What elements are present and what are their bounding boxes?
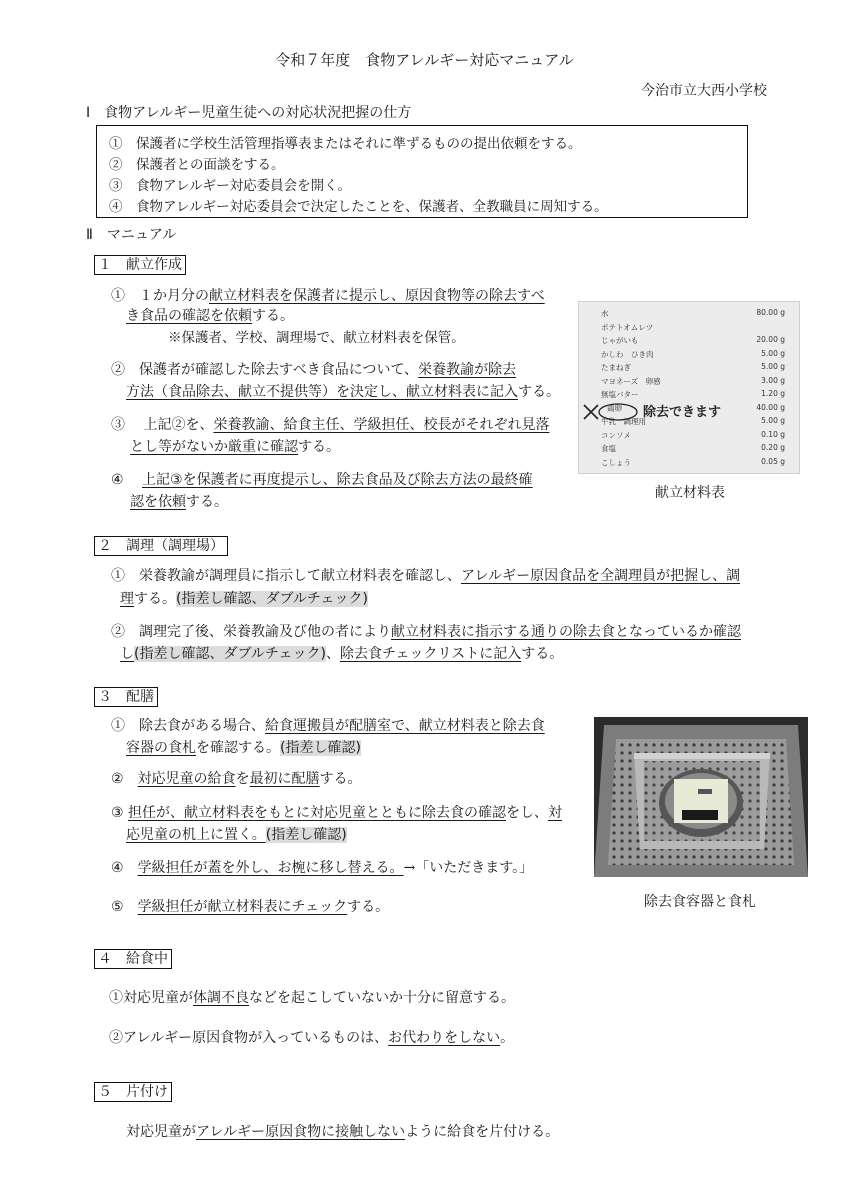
menu-photo-row — [601, 322, 791, 333]
menu-photo-ingredient: こしょう — [601, 457, 631, 467]
menu-photo-quantity: 5.00 g — [761, 348, 785, 358]
menu-photo-ingredient: ポテトオムレツ — [601, 322, 654, 332]
menu-photo-ingredient: 食塩 — [601, 444, 616, 453]
section1-item-3: ③ 食物アレルギー対応委員会を開く。 — [109, 178, 351, 194]
menu-photo-quantity: 1.20 g — [761, 389, 785, 398]
cooking-item-2-line2: し(指差し確認、ダブルチェック)、除去食チェックリストに記入する。 — [120, 646, 564, 662]
cooking-item-2-line1: ② 調理完了後、栄養教諭及び他の者により献立材料表に指示する通りの除去食となっているか確認 — [111, 624, 741, 640]
menu-photo-ingredient: マヨネーズ 卵感 — [601, 376, 661, 386]
menu-photo-row — [601, 308, 791, 319]
menu-item-2-line2: 方法（食品除去、献立不提供等）を決定し、献立材料表に記入する。 — [126, 384, 560, 400]
menu-item-2-line1: ② 保護者が確認した除去すべき食品について、栄養教諭が除去 — [111, 362, 517, 378]
menu-photo-quantity: 40.00 g — [756, 402, 785, 412]
section1-box — [96, 125, 748, 218]
menu-photo-quantity: 3.00 g — [761, 375, 785, 385]
serving-item-3-line2: 応児童の机上に置く。(指差し確認) — [126, 827, 347, 843]
section1-heading: Ⅰ 食物アレルギー児童生徒への対応状況把握の仕方 — [86, 105, 412, 121]
subsection-cooking-title: ２ 調理（調理場） — [94, 536, 228, 556]
menu-ingredient-sheet-photo — [578, 301, 800, 474]
serving-item-5: ⑤ 学級担任が献立材料表にチェックする。 — [111, 899, 390, 915]
menu-photo-ingredient: かしわ ひき肉 — [601, 349, 654, 359]
serving-item-1-line2: 容器の食札を確認する。(指差し確認) — [126, 740, 361, 756]
menu-photo-quantity: 5.00 g — [761, 416, 785, 425]
menu-photo-quantity: 0.10 g — [761, 429, 785, 439]
school-name: 今治市立大西小学校 — [641, 83, 767, 99]
menu-photo-ingredient: じゃがいも — [601, 336, 639, 345]
menu-photo-ingredient: 水 — [601, 309, 609, 318]
menu-item-1-line1: ① １か月分の献立材料表を保護者に提示し、原因食物等の除去すべ — [111, 288, 545, 304]
menu-photo-quantity: 80.00 g — [756, 308, 785, 317]
menu-photo-row — [601, 403, 791, 414]
serving-item-3-line1: ③ 担任が、献立材料表をもとに対応児童とともに除去食の確認をし、対 — [111, 805, 563, 821]
handwritten-note: 除去できます — [643, 405, 722, 420]
section1-item-4: ④ 食物アレルギー対応委員会で決定したことを、保護者、全教職員に周知する。 — [109, 199, 608, 215]
menu-photo-ingredient: 鶏卵 — [607, 403, 622, 413]
cleanup-item-1: 対応児童がアレルギー原因食物に接触しないように給食を片付ける。 — [126, 1124, 560, 1140]
lunch-item-2: ②アレルギー原因食物が入っているものは、お代わりをしない。 — [109, 1030, 515, 1046]
menu-photo-quantity: 0.20 g — [761, 443, 785, 452]
menu-item-4-line2: 認を依頼する。 — [130, 494, 228, 510]
menu-photo-row — [601, 430, 791, 441]
menu-item-1-line2: き食品の確認を依頼する。 — [126, 308, 294, 324]
subsection-during-lunch-title: ４ 給食中 — [94, 949, 172, 969]
serving-item-2: ② 対応児童の給食を最初に配膳する。 — [111, 771, 362, 787]
menu-photo-row — [601, 349, 791, 360]
cooking-item-1-line1: ① 栄養教諭が調理員に指示して献立材料表を確認し、アレルギー原因食品を全調理員が把握し、調 — [111, 568, 741, 584]
menu-photo-quantity: 5.00 g — [761, 362, 785, 371]
menu-photo-row — [601, 362, 791, 373]
menu-photo-row — [601, 443, 791, 454]
menu-photo-row — [601, 376, 791, 387]
subsection-serving-title: ３ 配膳 — [94, 687, 158, 707]
document-title: 令和７年度 食物アレルギー対応マニュアル — [275, 51, 574, 69]
menu-photo-ingredient: コンソメ — [601, 430, 631, 440]
section1-item-1: ① 保護者に学校生活管理指導表またはそれに準ずるものの提出依頼をする。 — [109, 136, 582, 152]
container-photo-caption: 除去食容器と食札 — [644, 894, 756, 910]
section2-heading: Ⅱ マニュアル — [86, 227, 177, 243]
menu-photo-row — [601, 389, 791, 400]
menu-photo-ingredient: 無塩バター — [601, 390, 639, 399]
menu-photo-row — [601, 335, 791, 346]
section1-item-2: ② 保護者との面談をする。 — [109, 157, 285, 173]
menu-photo-ingredient: たまねぎ — [601, 363, 631, 372]
menu-photo-ingredient: 牛乳 調理用 — [601, 417, 646, 426]
menu-photo-caption: 献立材料表 — [655, 485, 725, 501]
container-illustration — [594, 717, 808, 877]
removal-food-container-photo — [594, 717, 808, 877]
menu-item-3-line2: とし等がないか厳重に確認する。 — [130, 439, 340, 455]
serving-item-4: ④ 学級担任が蓋を外し、お椀に移し替える。→「いただきます。」 — [111, 860, 534, 876]
menu-photo-row — [601, 457, 791, 468]
menu-item-4-line1: ④ 上記③を保護者に再度提示し、除去食品及び除去方法の最終確 — [111, 472, 533, 488]
cooking-item-1-line2: 理する。(指差し確認、ダブルチェック) — [120, 591, 368, 607]
menu-photo-quantity: 20.00 g — [756, 335, 785, 344]
serving-item-1-line1: ① 除去食がある場合、給食運搬員が配膳室で、献立材料表と除去食 — [111, 718, 545, 734]
lunch-item-1: ①対応児童が体調不良などを起こしていないか十分に留意する。 — [109, 990, 515, 1006]
menu-item-3-line1: ③ 上記②を、栄養教諭、給食主任、学級担任、校長がそれぞれ見落 — [111, 417, 550, 433]
menu-photo-row — [601, 416, 791, 427]
subsection-menu-planning-title: １ 献立作成 — [94, 255, 186, 275]
subsection-cleanup-title: ５ 片付け — [94, 1082, 172, 1102]
menu-item-1-note: ※保護者、学校、調理場で、献立材料表を保管。 — [168, 330, 465, 346]
menu-photo-quantity: 0.05 g — [761, 456, 785, 466]
